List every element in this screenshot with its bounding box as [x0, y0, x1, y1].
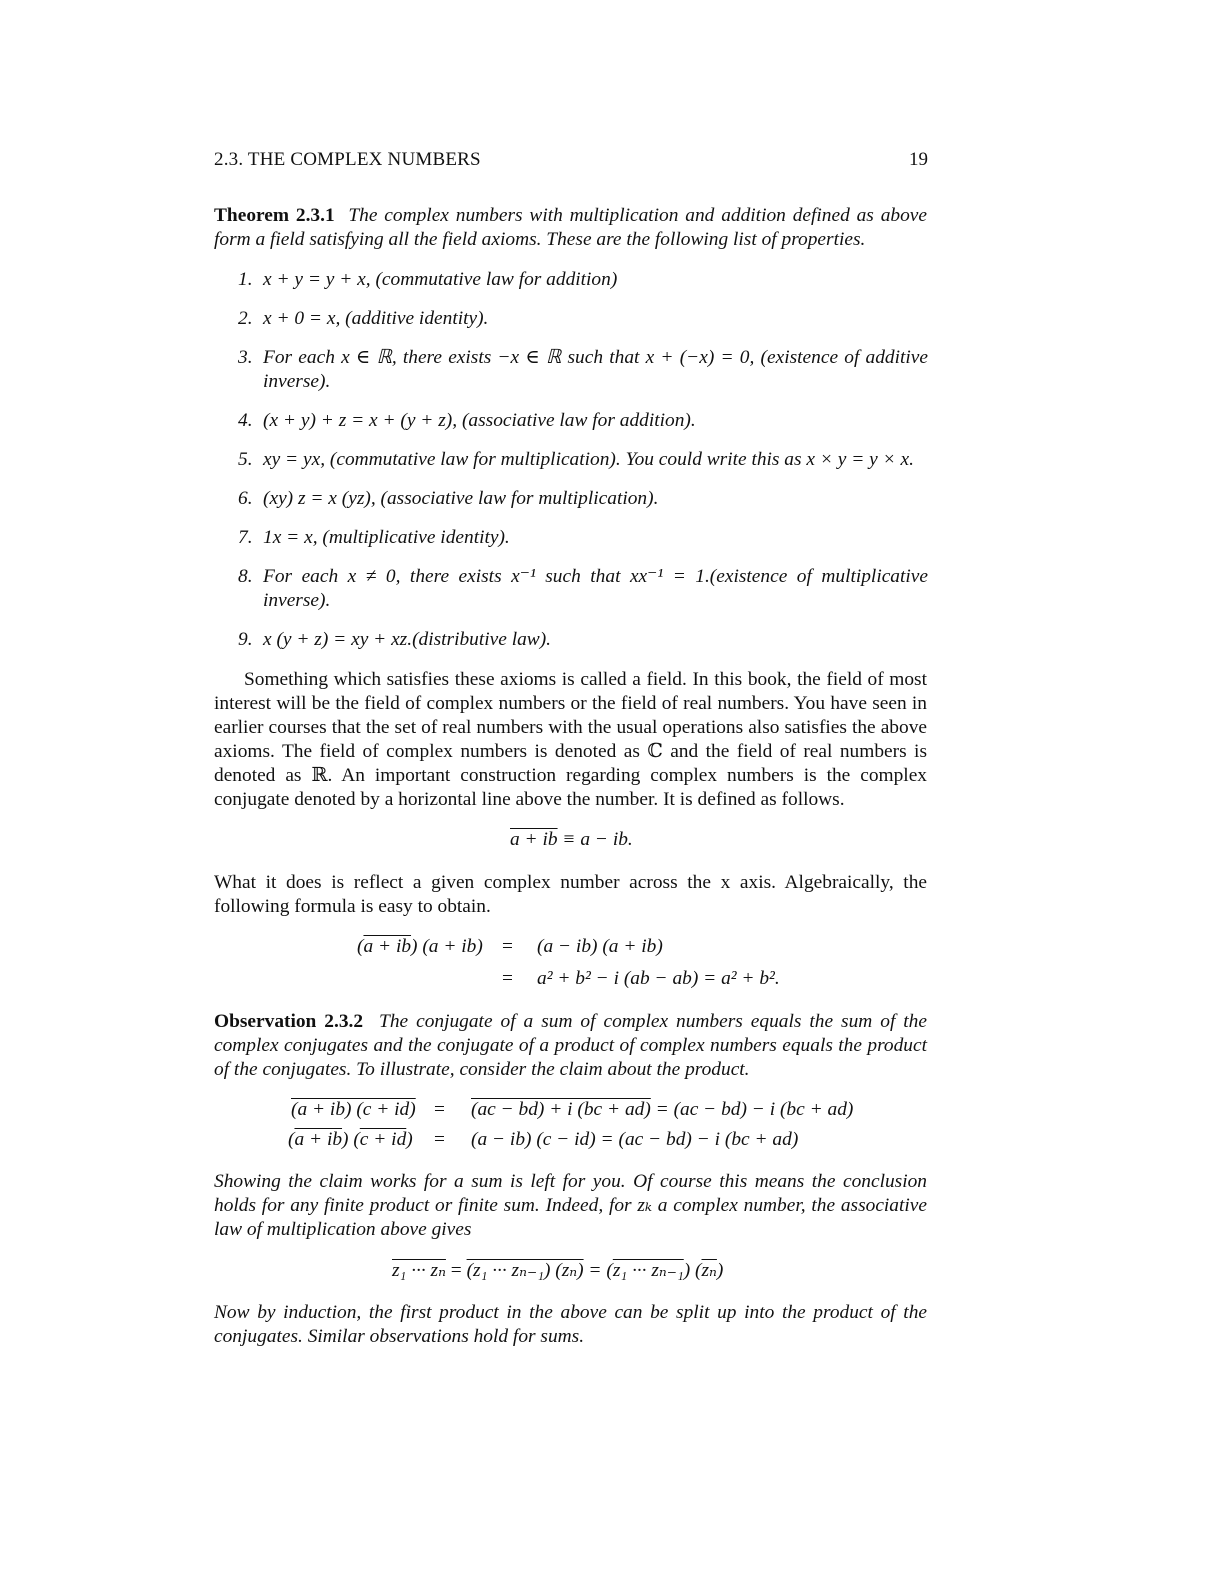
modulus-lhs-conjugate: a + ib: [363, 936, 412, 957]
induction-conj-prefix: z₁ ··· zₙ₋₁: [612, 1260, 684, 1281]
axiom-text: For each x ≠ 0, there exists x⁻¹ such that xx⁻¹ = 1.(existence of multiplicative inverse).: [263, 566, 928, 611]
axiom-number: 2.: [238, 308, 253, 329]
product-row2-conj-a: a + ib: [294, 1129, 343, 1150]
axiom-number: 4.: [238, 410, 253, 431]
product-row1-rhs: [471, 1098, 853, 1122]
observation-2-3-2: [214, 1010, 927, 1082]
section-title: 2.3. THE COMPLEX NUMBERS: [214, 149, 481, 170]
product-row2-rhs: (a − ib) (c − id) = (ac − bd) − i (bc + ad): [471, 1129, 799, 1150]
induction-paragraph: Now by induction, the first product in the above can be split up into the product of the conjugates. Similar observations hold for sums.: [214, 1302, 927, 1347]
axiom-text: 1x = x, (multiplicative identity).: [263, 527, 510, 548]
modulus-equation: [357, 935, 837, 991]
reflection-paragraph: What it does is reflect a given complex number across the x axis. Algebraically, the following formula is easy to obtain.: [214, 872, 927, 917]
modulus-lhs: (a + ib) (a + ib): [357, 936, 483, 957]
axiom-text: For each x ∈ ℝ, there exists −x ∈ ℝ such that x + (−x) = 0, (existence of additive inverse).: [263, 347, 928, 392]
equals-sign: =: [434, 1129, 445, 1150]
product-row1-rhs-conjugate: (ac − bd) + i (bc + ad): [471, 1099, 651, 1120]
observation-label: Observation 2.3.2: [214, 1011, 364, 1032]
axiom-item: [238, 526, 928, 550]
axiom-text: (x + y) + z = x + (y + z), (associative law for addition).: [263, 410, 696, 431]
equals-sign: =: [502, 968, 513, 989]
axiom-item: [238, 565, 928, 613]
claim-paragraph: Showing the claim works for a sum is left for you. Of course this means the conclusion holds for any finite product or finite sum. Indeed, for zₖ a complex number, the associative law of multiplication above gives: [214, 1171, 927, 1240]
modulus-rhs-line-2: a² + b² − i (ab − ab) = a² + b².: [537, 968, 780, 989]
induction-separator: = (: [583, 1260, 613, 1281]
axiom-text: (xy) z = x (yz), (associative law for multiplication).: [263, 488, 659, 509]
induction-lhs: z₁ ··· zₙ: [392, 1260, 446, 1281]
induction-equation: [392, 1259, 723, 1283]
axiom-item: [238, 268, 928, 292]
modulus-lhs-factor: (a + ib): [417, 936, 483, 957]
product-row2-lhs: (a + ib) (c + id): [288, 1129, 413, 1150]
conjugate-rhs: ≡ a − ib.: [557, 829, 633, 850]
induction-conj-last: $\overline{z_n}$: [701, 1260, 717, 1281]
axiom-item: [238, 346, 928, 394]
product-row1-lhs: (a + ib) (c + id): [291, 1099, 416, 1120]
axiom-number: 8.: [238, 566, 253, 587]
page-number: 19: [909, 149, 928, 170]
axiom-number: 5.: [238, 449, 253, 470]
field-axioms-list: [238, 268, 928, 667]
axiom-item: [238, 307, 928, 331]
equals-sign: =: [445, 1260, 467, 1281]
axiom-item: [238, 409, 928, 433]
induction-grouped-product: (z₁ ··· zₙ₋₁) (zₙ): [466, 1260, 584, 1281]
theorem-statement: The complex numbers with multiplication and addition defined as above form a field satisfying all the field axioms. These are the following list of properties.: [214, 205, 927, 250]
axiom-number: 1.: [238, 269, 253, 290]
axiom-text: x + y = y + x, (commutative law for addition): [263, 269, 618, 290]
axiom-item: [238, 487, 928, 511]
axiom-text: x (y + z) = xy + xz.(distributive law).: [263, 629, 552, 650]
axiom-text: x + 0 = x, (additive identity).: [263, 308, 489, 329]
product-conjugate-equation: [288, 1098, 888, 1154]
field-definition-paragraph: Something which satisfies these axioms is called a field. In this book, the field of most interest will be the field of complex numbers or the field of real numbers. You have seen in earlier courses that the set of real numbers with the usual operations also satisfies the above axioms. The field of complex numbers is denoted as ℂ and the field of real numbers is denoted as ℝ. An important construction regarding complex numbers is the complex conjugate denoted by a horizontal line above the number. It is defined as follows.: [214, 669, 927, 810]
product-row1-rhs-expansion: = (ac − bd) − i (bc + ad): [650, 1099, 854, 1120]
conjugate-lhs: a + ib: [510, 829, 558, 850]
axiom-item: [238, 628, 928, 652]
conjugate-definition-equation: [510, 828, 633, 852]
axiom-number: 6.: [238, 488, 253, 509]
axiom-number: 3.: [238, 347, 253, 368]
induction-separator: ) (: [683, 1260, 702, 1281]
axiom-number: 7.: [238, 527, 253, 548]
equals-sign: =: [434, 1099, 445, 1120]
product-row2-conj-b: c + id: [359, 1129, 407, 1150]
modulus-rhs-line-1: (a − ib) (a + ib): [537, 936, 663, 957]
axiom-item: [238, 448, 928, 472]
axiom-text: xy = yx, (commutative law for multiplication). You could write this as x × y = y × x.: [263, 449, 915, 470]
theorem-2-3-1: [214, 204, 927, 252]
theorem-label: Theorem 2.3.1: [214, 205, 335, 226]
axiom-number: 9.: [238, 629, 253, 650]
observation-statement: The conjugate of a sum of complex numbers equals the sum of the complex conjugates and the conjugate of a product of complex numbers equals the product of the conjugates. To illustrate, consider the claim about the product.: [214, 1011, 927, 1080]
equals-sign: =: [502, 936, 513, 957]
induction-closing-paren: ): [716, 1260, 724, 1281]
